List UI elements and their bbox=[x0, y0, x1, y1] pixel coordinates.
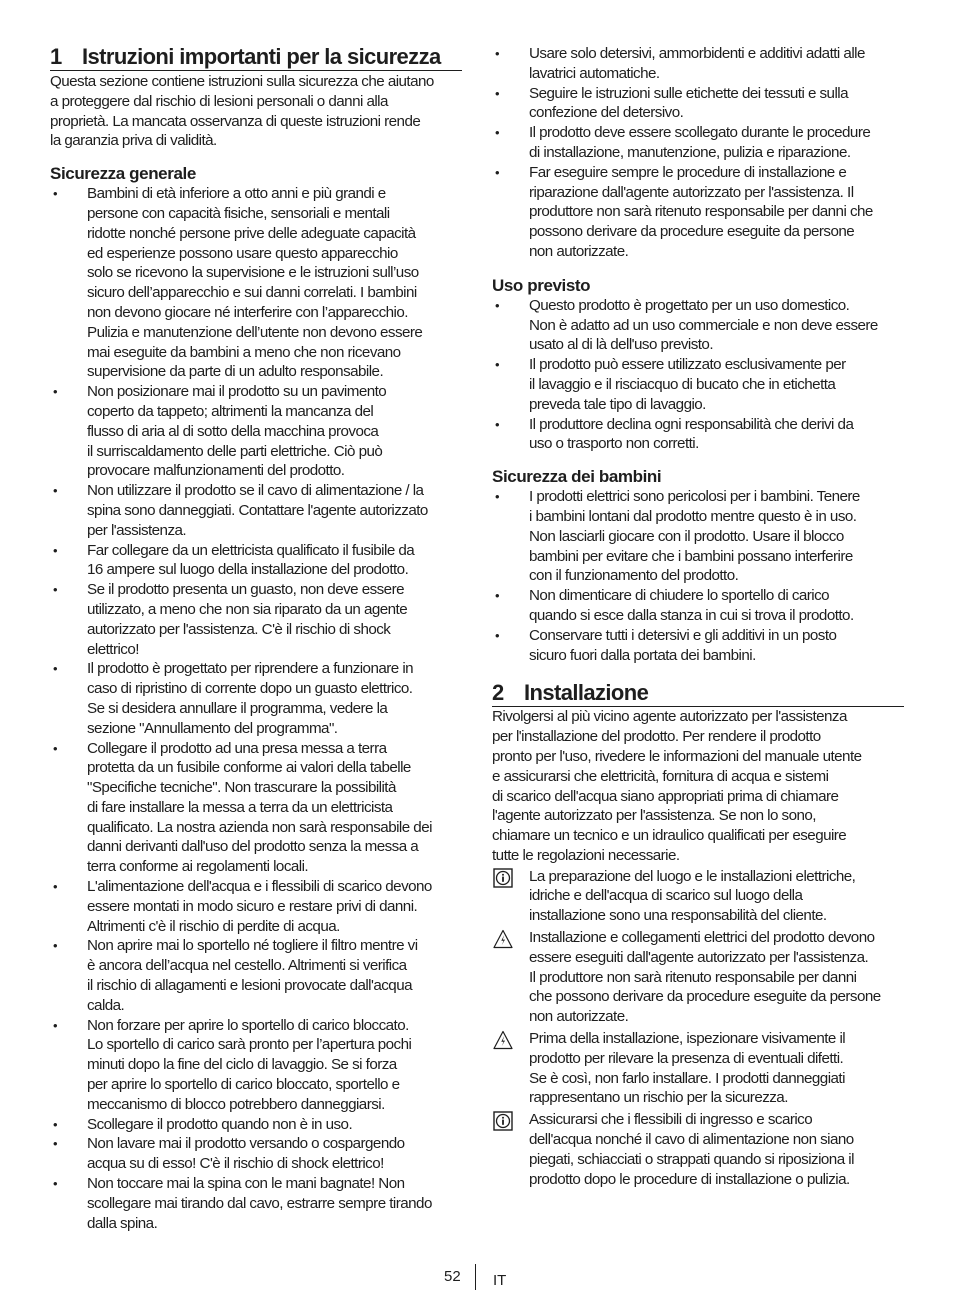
list-item bbox=[492, 123, 904, 163]
note-text: Assicurarsi che i flessibili di ingresso e scarico dell'acqua nonché il cavo di alimentazione non siano piegati, schiacciati o strappati quando si riposiziona il prodotto dopo le procedure di installazione o pulizia. bbox=[529, 1111, 854, 1188]
language-code: IT bbox=[493, 1272, 507, 1289]
bullet-icon: • bbox=[495, 125, 500, 141]
list-item-text: Non toccare mai la spina con le mani bagnate! Non scollegare mai tirando dal cavo, estrarre sempre tirando dalla spina. bbox=[87, 1175, 432, 1232]
list-item bbox=[492, 44, 904, 84]
list-item-text: Conservare tutti i detersivi e gli additivi in un posto sicuro fuori dalla portata dei bambini. bbox=[529, 626, 837, 664]
list-item bbox=[50, 936, 462, 1015]
list-item bbox=[492, 163, 904, 262]
list-item bbox=[50, 382, 462, 481]
bullet-icon: • bbox=[53, 1176, 58, 1192]
bullet-icon: • bbox=[53, 879, 58, 895]
bullet-icon: • bbox=[495, 164, 500, 180]
section-1-intro: Questa sezione contiene istruzioni sulla sicurezza che aiutano a proteggere dal rischio di lesioni personali o danni alla proprietà. La mancata osservanza di queste istruzioni rende la garanzia priva di validità. bbox=[50, 73, 434, 150]
list-item-text: Non dimenticare di chiudere lo sportello di carico quando si esce dalla stanza in cui si trova il prodotto. bbox=[529, 587, 854, 624]
subheading-intended-use: Uso previsto bbox=[492, 275, 591, 295]
list-item bbox=[50, 481, 462, 540]
bullet-icon: • bbox=[53, 661, 58, 677]
child-safety-list bbox=[492, 487, 904, 665]
list-item bbox=[50, 1174, 462, 1233]
section-2-intro: Rivolgersi al più vicino agente autorizzato per l'assistenza per l'installazione del prodotto. Per rendere il prodotto pronto per l'uso, rivedere le informazioni del manuale utente e assicurarsi che elettricità, fornitura di acqua e sistemi di scarico dell'acqua siano appropriati prima di chiamare l'agente autorizzato per l'assistenza. Se non lo sono, chiamare un tecnico e un idraulico qualificati per eseguire tutte le regolazioni necessarie. bbox=[492, 708, 862, 864]
note-text: Prima della installazione, ispezionare visivamente il prodotto per rilevare la presenza di eventuali difetti. Se è così, non farlo installare. I prodotti danneggiati rappresentano un rischio per la sicurezza. bbox=[529, 1030, 846, 1107]
list-item bbox=[50, 580, 462, 659]
bullet-icon: • bbox=[495, 357, 500, 373]
list-item-text: Non posizionare mai il prodotto su un pavimento coperto da tappeto; altrimenti la mancanza del flusso di aria al di sotto della macchina provoca il surriscaldamento delle parti elettriche. Ciò può provocare malfunzionamenti del prodotto. bbox=[87, 383, 387, 480]
list-item-text: Il produttore declina ogni responsabilità che derivi da uso o trasporto non corretti. bbox=[529, 415, 854, 453]
bullet-icon: • bbox=[53, 542, 58, 558]
list-item bbox=[50, 739, 462, 878]
general-safety-list-continued bbox=[492, 44, 904, 262]
bullet-icon: • bbox=[495, 85, 500, 101]
section-title: Istruzioni importanti per la sicurezza bbox=[82, 44, 441, 69]
installation-note bbox=[492, 867, 904, 926]
note-text: La preparazione del luogo e le installazioni elettriche, idriche e dell'acqua di scarico sul luogo della installazione sono una responsabilità del cliente. bbox=[529, 867, 856, 925]
list-item bbox=[50, 184, 462, 382]
warning-icon bbox=[493, 929, 513, 949]
bullet-icon: • bbox=[53, 740, 58, 756]
note-text: Installazione e collegamenti elettrici del prodotto devono essere eseguiti dall'agente autorizzato per l'assistenza. Il produttore non sarà ritenuto responsabile per danni che possono derivare da procedure eseguite da persone non autorizzate. bbox=[529, 929, 881, 1026]
section-number: 1 bbox=[50, 44, 62, 69]
list-item-text: Far eseguire sempre le procedure di installazione e riparazione dall'agente autorizzato per l'assistenza. Il produttore non sarà ritenuto responsabile per danni che possono derivare da procedure eseguite da persone non autorizzate. bbox=[529, 163, 873, 260]
list-item-text: L'alimentazione dell'acqua e i flessibili di scarico devono essere montati in modo sicuro e restare privi di danni. Altrimenti c'è il rischio di perdite di acqua. bbox=[87, 878, 432, 935]
bullet-icon: • bbox=[495, 489, 500, 505]
bullet-icon: • bbox=[53, 186, 58, 202]
list-item-text: Far collegare da un elettricista qualificato il fusibile da 16 ampere sul luogo della installazione del prodotto. bbox=[87, 541, 415, 579]
list-item-text: Scollegare il prodotto quando non è in uso. bbox=[87, 1115, 353, 1133]
list-item-text: Il prodotto è progettato per riprendere a funzionare in caso di ripristino di corrente dopo un guasto elettrico. Se si desidera annullare il programma, vedere la sezione "Annullamento del programma". bbox=[87, 660, 414, 737]
installation-notes bbox=[492, 867, 904, 1190]
list-item bbox=[50, 1115, 462, 1135]
info-icon bbox=[493, 1111, 513, 1131]
bullet-icon: • bbox=[53, 1136, 58, 1152]
subheading-general-safety: Sicurezza generale bbox=[50, 164, 196, 184]
list-item-text: Bambini di età inferiore a otto anni e più grandi e persone con capacità fisiche, sensoriali e mentali ridotte nonché persone prive delle adeguate capacità ed esperienze possono usare questo apparecchio solo se ricevono la supervisione e le istruzioni sull’uso sicuro dell’apparecchio e sui danni correlati. I bambini non devono giocare né interferire con l’apparecchio. Pulizia e manutenzione dell’utente non devono essere mai eseguite da bambini a meno che non ricevano supervisione da parte di un adulto responsabile. bbox=[87, 185, 423, 381]
list-item-text: Non lavare mai il prodotto versando o cospargendo acqua su di esso! C'è il rischio di shock elettrico! bbox=[87, 1135, 405, 1173]
list-item bbox=[492, 355, 904, 414]
warning-icon bbox=[493, 1030, 513, 1050]
bullet-icon: • bbox=[53, 384, 58, 400]
bullet-icon: • bbox=[53, 483, 58, 499]
list-item bbox=[50, 659, 462, 738]
section-1-heading bbox=[50, 44, 462, 71]
list-item bbox=[492, 296, 904, 355]
bullet-icon: • bbox=[53, 938, 58, 954]
info-icon bbox=[493, 868, 513, 888]
list-item-text: Collegare il prodotto ad una presa messa a terra protetta da un fusibile conforme ai valori della tabelle "Specifiche tecniche". Non trascurare la possibilità di fare installare la messa a terra da un elettricista qualificato. La nostra azienda non sarà responsabile dei danni derivanti dall'uso del prodotto senza la messa a terra conforme ai regolamenti locali. bbox=[87, 739, 432, 876]
bullet-icon: • bbox=[495, 46, 500, 61]
bullet-icon: • bbox=[495, 416, 500, 432]
section-2-heading bbox=[492, 680, 904, 707]
list-item-text: Il prodotto deve essere scollegato durante le procedure di installazione, manutenzione, pulizia e riparazione. bbox=[529, 124, 871, 161]
right-column bbox=[492, 44, 904, 1189]
list-item-text: Questo prodotto è progettato per un uso domestico. Non è adatto ad un uso commerciale e non deve essere usato al di là dell'uso previsto. bbox=[529, 296, 878, 354]
bullet-icon: • bbox=[53, 1017, 58, 1033]
installation-note bbox=[492, 1110, 904, 1189]
list-item-text: I prodotti elettrici sono pericolosi per i bambini. Tenere i bambini lontani dal prodotto mentre questo è in uso. Non lasciarli giocare con il prodotto. Usare il blocco bambini per evitare che i bambini possano interferire con il funzionamento del prodotto. bbox=[529, 488, 860, 585]
list-item-text: Non utilizzare il prodotto se il cavo di alimentazione / la spina sono danneggiati. Contattare l'agente autorizzato per l'assistenza. bbox=[87, 482, 428, 539]
list-item-text: Usare solo detersivi, ammorbidenti e additivi adatti alle lavatrici automatiche. bbox=[529, 45, 865, 82]
installation-note bbox=[492, 928, 904, 1027]
left-column bbox=[50, 44, 462, 1233]
list-item bbox=[492, 415, 904, 455]
section-title: Installazione bbox=[524, 680, 649, 706]
general-safety-list bbox=[50, 184, 462, 1233]
list-item bbox=[50, 541, 462, 581]
list-item bbox=[492, 84, 904, 124]
footer-divider bbox=[475, 1264, 476, 1290]
list-item bbox=[492, 626, 904, 666]
bullet-icon: • bbox=[53, 1116, 58, 1132]
installation-note bbox=[492, 1029, 904, 1108]
list-item-text: Non aprire mai lo sportello né togliere il filtro mentre vi è ancora dell’acqua nel cestello. Altrimenti si verifica il rischio di allagamenti e lesioni provocate dall'acqua calda. bbox=[87, 937, 418, 1014]
bullet-icon: • bbox=[53, 582, 58, 598]
list-item-text: Il prodotto può essere utilizzato esclusivamente per il lavaggio e il risciacquo di bucato che in etichetta preveda tale tipo di lavaggio. bbox=[529, 356, 846, 413]
list-item bbox=[50, 1134, 462, 1174]
list-item bbox=[50, 877, 462, 936]
page-number: 52 bbox=[444, 1268, 461, 1285]
list-item bbox=[492, 487, 904, 586]
list-item-text: Se il prodotto presenta un guasto, non deve essere utilizzato, a meno che non sia riparato da un agente autorizzato per l'assistenza. C'è il rischio di shock elettrico! bbox=[87, 581, 408, 658]
list-item bbox=[50, 1016, 462, 1115]
subheading-child-safety: Sicurezza dei bambini bbox=[492, 467, 662, 487]
list-item-text: Seguire le istruzioni sulle etichette dei tessuti e sulla confezione del detersivo. bbox=[529, 84, 848, 122]
section-number: 2 bbox=[492, 680, 504, 706]
intended-use-list bbox=[492, 296, 904, 454]
list-item-text: Non forzare per aprire lo sportello di carico bloccato. Lo sportello di carico sarà pronto per l’apertura pochi minuti dopo la fine del ciclo di lavaggio. Se si forza per aprire lo sportello di carico bloccato, sportello e meccanismo di blocco potrebbero danneggiarsi. bbox=[87, 1016, 412, 1113]
bullet-icon: • bbox=[495, 588, 500, 604]
bullet-icon: • bbox=[495, 627, 500, 643]
list-item bbox=[492, 586, 904, 626]
bullet-icon: • bbox=[495, 297, 500, 313]
